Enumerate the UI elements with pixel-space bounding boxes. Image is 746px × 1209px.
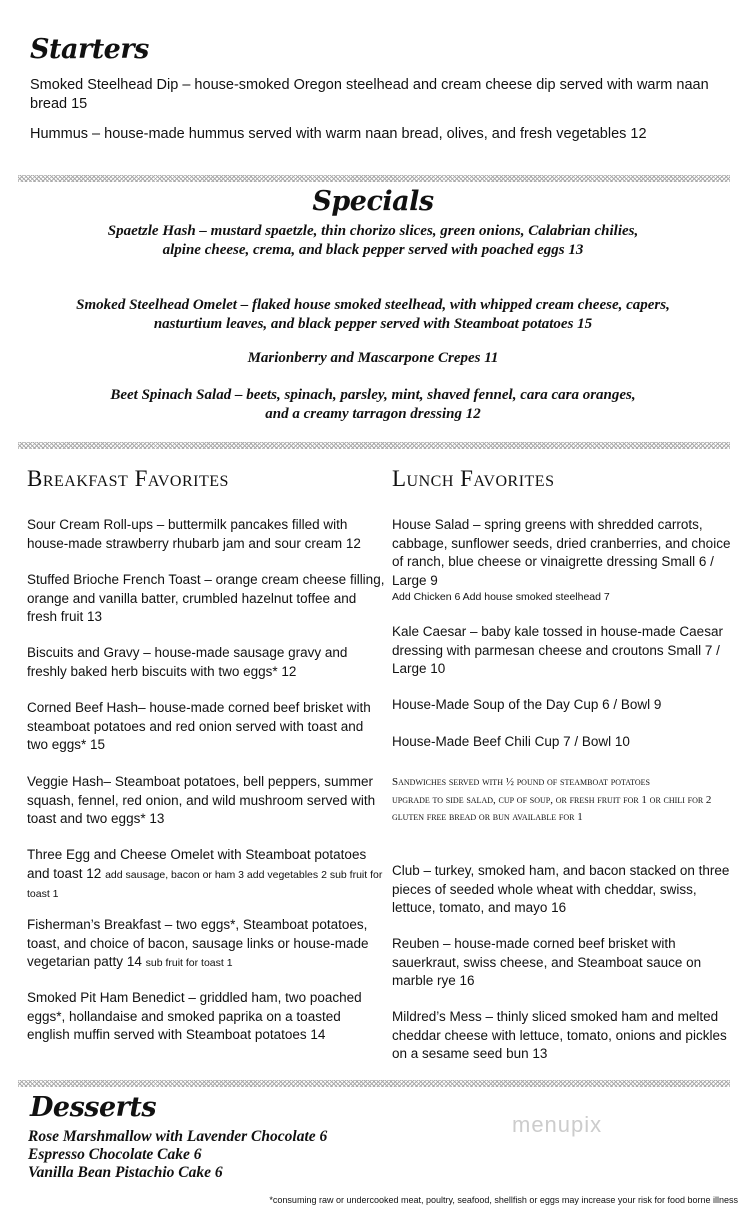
breakfast-item: Corned Beef Hash– house-made corned beef brisket with steamboat potatoes and red onion served with toast and two eggs* 15: [27, 700, 371, 752]
lunch-item: House-Made Soup of the Day Cup 6 / Bowl 9: [392, 697, 662, 712]
special-item: [0, 222, 746, 260]
special-item: [0, 296, 746, 334]
special-line: Marionberry and Mascarpone Crepes 11: [247, 350, 499, 366]
breakfast-item: [27, 916, 387, 973]
item-addons: add sausage, bacon or ham 3 add vegetables 2 sub fruit for toast 1: [27, 868, 383, 900]
starter-item: Smoked Steelhead Dip – house-smoked Oregon steelhead and cream cheese dip served with warm naan bread 15: [30, 77, 709, 112]
special-line: Smoked Steelhead Omelet – flaked house smoked steelhead, with whipped cream cheese, capers,: [76, 297, 670, 313]
sandwich-item: Club – turkey, smoked ham, and bacon stacked on three pieces of seeded whole wheat with cheddar, swiss, lettuce, tomato, and mayo 16: [392, 863, 730, 915]
starter-item: Hummus – house-made hummus served with warm naan bread, olives, and fresh vegetables 12: [30, 126, 647, 142]
dessert-item: Rose Marshmallow with Lavender Chocolate 6: [28, 1128, 328, 1145]
note-line: gluten free bread or bun available for 1: [392, 811, 583, 823]
menupix-watermark: menupix: [512, 1112, 603, 1137]
sandwich-item: Reuben – house-made corned beef brisket with sauerkraut, swiss cheese, and Steamboat sauce on marble rye 16: [392, 936, 702, 988]
desserts-title: Desserts: [30, 1092, 157, 1123]
breakfast-item: Smoked Pit Ham Benedict – griddled ham, two poached eggs*, hollandaise and smoked paprika on a toasted english muffin served with Steamboat potatoes 14: [27, 990, 362, 1042]
breakfast-item: [27, 846, 387, 904]
lunch-title: Lunch Favorites: [392, 466, 555, 491]
note-line: Sandwiches served with ½ pound of steamboat potatoes: [392, 776, 650, 788]
divider: [18, 175, 730, 182]
lunch-item: [392, 516, 737, 605]
breakfast-item: Sour Cream Roll-ups – buttermilk pancakes filled with house-made strawberry rhubarb jam and sour cream 12: [27, 517, 361, 551]
item-text: House Salad – spring greens with shredded carrots, cabbage, sunflower seeds, dried cranberries, and choice of ranch, blue cheese or vinaigrette dressing Small 6 / Large 9: [392, 517, 731, 588]
breakfast-item: Stuffed Brioche French Toast – orange cream cheese filling, orange and vanilla batter, crumbled hazelnut toffee and fresh fruit 13: [27, 572, 385, 624]
item-addons: Add Chicken 6 Add house smoked steelhead 7: [392, 591, 610, 603]
breakfast-title: Breakfast Favorites: [27, 466, 229, 491]
sandwich-note: [392, 774, 737, 827]
divider: [18, 442, 730, 449]
special-line: alpine cheese, crema, and black pepper served with poached eggs 13: [162, 242, 584, 258]
special-line: Spaetzle Hash – mustard spaetzle, thin chorizo slices, green onions, Calabrian chilies,: [107, 223, 639, 239]
divider: [18, 1080, 730, 1087]
specials-title: Specials: [312, 186, 434, 217]
footnote: *consuming raw or undercooked meat, poultry, seafood, shellfish or eggs may increase your risk for food borne illness: [269, 1195, 738, 1205]
item-text: Three Egg and Cheese Omelet with Steamboat potatoes and toast 12: [27, 847, 367, 881]
sandwich-item: Mildred’s Mess – thinly sliced smoked ham and melted cheddar cheese with lettuce, tomato, onions and pickles on a sesame seed bun 13: [392, 1009, 727, 1061]
item-addons: sub fruit for toast 1: [145, 957, 233, 969]
item-text: Fisherman’s Breakfast – two eggs*, Steamboat potatoes, toast, and choice of bacon, sausage links or house-made vegetarian patty 14: [27, 917, 369, 969]
breakfast-item: Biscuits and Gravy – house-made sausage gravy and freshly baked herb biscuits with two eggs* 12: [27, 645, 348, 679]
special-line: and a creamy tarragon dressing 12: [265, 406, 481, 422]
breakfast-item: Veggie Hash– Steamboat potatoes, bell peppers, summer squash, fennel, red onion, and wild mushroom served with toast and two eggs* 13: [27, 774, 376, 826]
special-item: [0, 386, 746, 424]
note-line: upgrade to side salad, cup of soup, or fresh fruit for 1 or chili for 2: [392, 793, 712, 806]
special-line: nasturtium leaves, and black pepper served with Steamboat potatoes 15: [153, 316, 593, 332]
dessert-item: Vanilla Bean Pistachio Cake 6: [28, 1164, 223, 1181]
lunch-item: Kale Caesar – baby kale tossed in house-made Caesar dressing with parmesan cheese and croutons Small 7 / Large 10: [392, 624, 723, 676]
starters-title: Starters: [30, 34, 149, 65]
special-item: [0, 349, 746, 368]
special-line: Beet Spinach Salad – beets, spinach, parsley, mint, shaved fennel, cara cara oranges,: [110, 387, 636, 403]
dessert-item: Espresso Chocolate Cake 6: [28, 1146, 202, 1163]
lunch-item: House-Made Beef Chili Cup 7 / Bowl 10: [392, 734, 630, 749]
